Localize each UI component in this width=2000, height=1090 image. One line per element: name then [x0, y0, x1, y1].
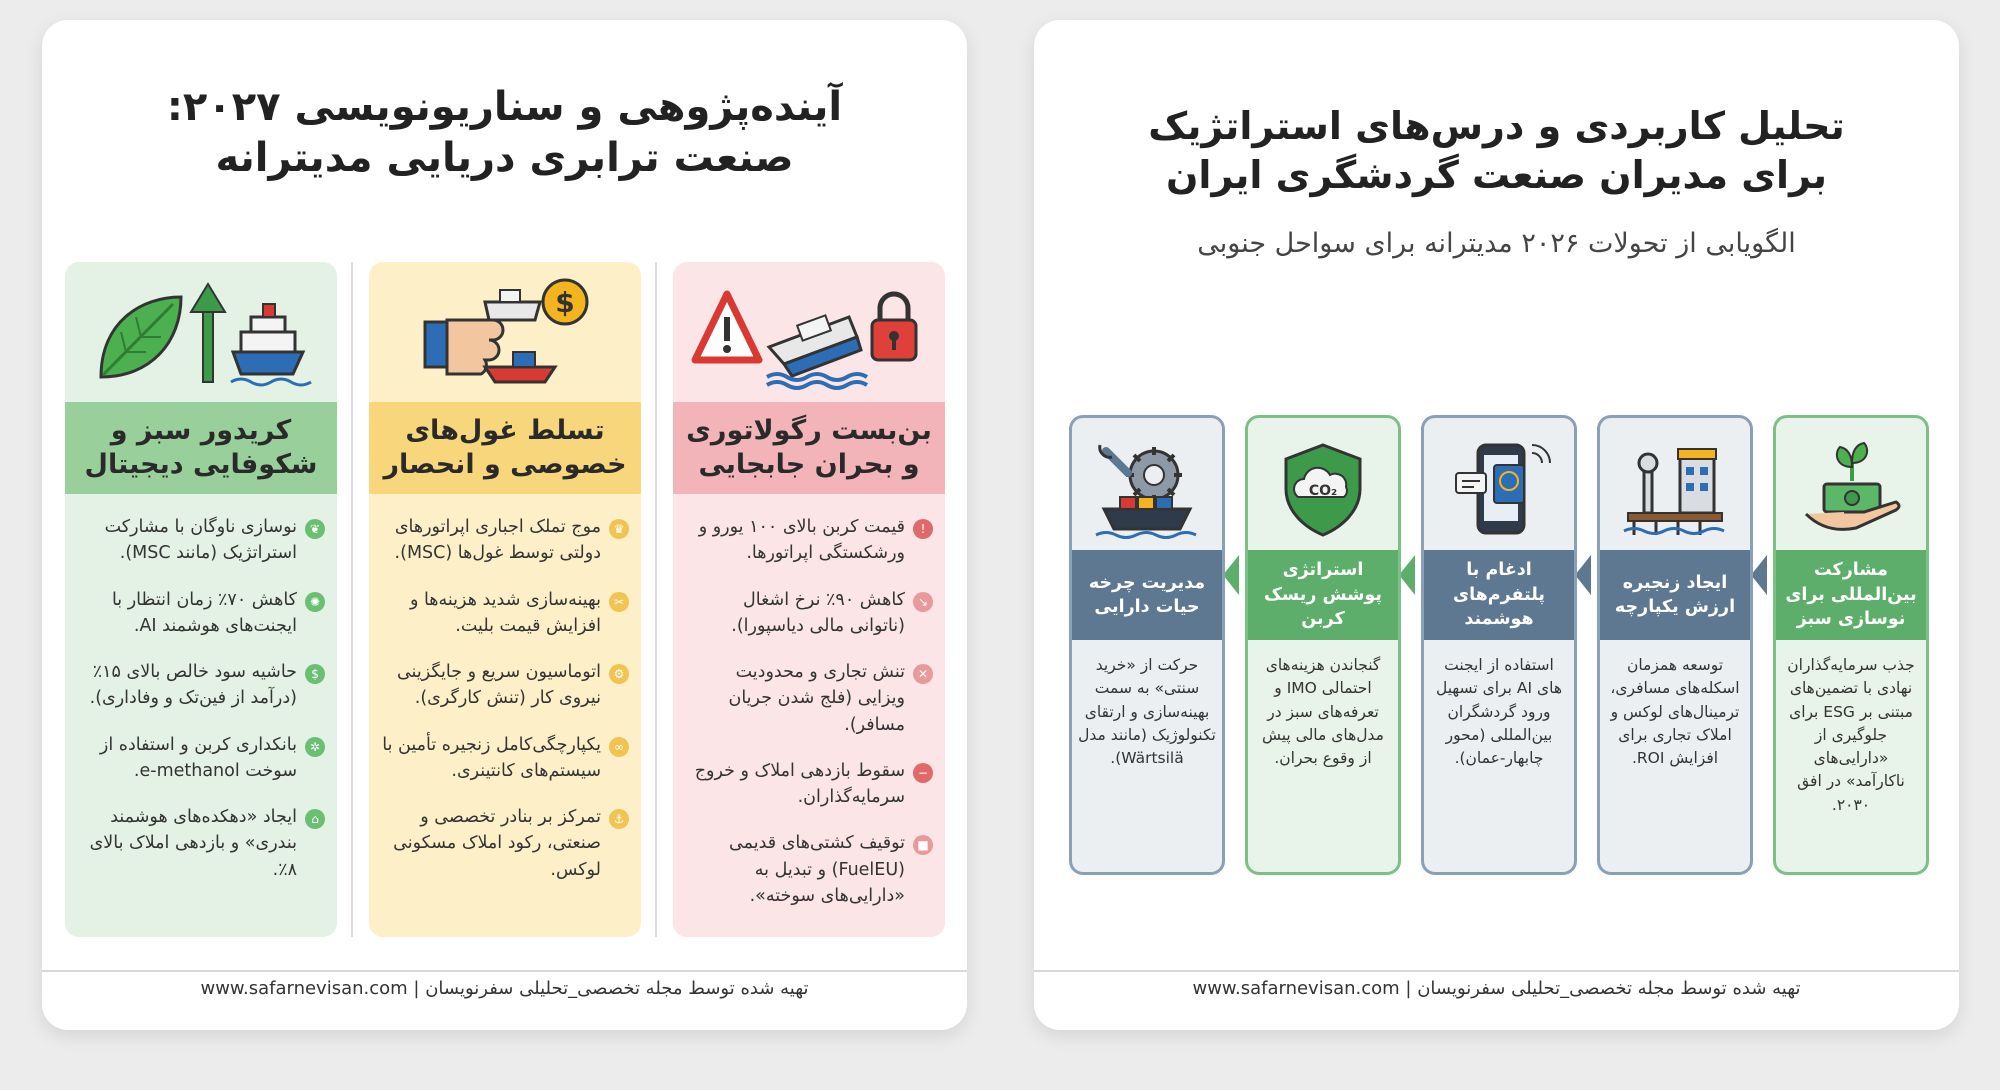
list-item: ❦ نوسازی ناوگان با مشارکت استراتژیک (مانند MSC). — [77, 514, 327, 567]
scenario-header-line1: بن‌بست رگولاتوری — [686, 415, 932, 447]
step-green-carbon-hedge — [1245, 415, 1401, 875]
list-item: ⌂ ایجاد «دهکده‌های هوشمند بندری» و بازدهی املاک بالای ۸٪. — [77, 804, 327, 883]
list-item: ✂ بهینه‌سازی شدید هزینه‌ها و افزایش قیمت بلیت. — [381, 587, 631, 640]
carbon-bullet-icon: ✲ — [305, 737, 325, 757]
scenario-list-green-corridor — [77, 514, 327, 903]
scenario-header-green-corridor — [65, 402, 337, 494]
lessons-card — [1034, 20, 1959, 1030]
leaf-bullet-icon: ❦ — [305, 519, 325, 539]
gear-bullet-icon: ⚙ — [609, 664, 629, 684]
list-item: − سقوط بازدهی املاک و خروج سرمایه‌گذاران. — [685, 758, 935, 811]
step-description: گنجاندن هزینه‌های احتمالی IMO و تعرفه‌های سبز در مدل‌های مالی پیش از وقوع بحران. — [1261, 656, 1384, 767]
money-plant-hand-icon — [1776, 430, 1926, 548]
warning-icon — [695, 294, 759, 360]
list-item: ∞ یکپارچگی‌کامل زنجیره تأمین با سیستم‌های کانتینری. — [381, 732, 631, 785]
lessons-footer — [1034, 950, 1959, 1030]
scenario-header-line1: تسلط غول‌های — [405, 415, 605, 447]
lessons-title-line2: برای مدیران صنعت گردشگری ایران — [1166, 152, 1827, 197]
scenario-icons-deadlock — [673, 272, 945, 402]
scenario-icons-green-corridor — [65, 272, 337, 402]
scenario-column-green-corridor — [65, 262, 337, 937]
lessons-title — [1074, 102, 1919, 199]
scenario-header-line2: خصوصی و انحصار — [383, 449, 627, 480]
scenario-header-monopoly — [369, 402, 641, 494]
scenario-title — [82, 82, 927, 184]
scenario-title-line1: آینده‌پژوهی و سناریونویسی ۲۰۲۷: — [166, 84, 843, 130]
list-item: ↘ کاهش ۹۰٪ نرخ اشغال (ناتوانی مالی دیاسپورا). — [685, 587, 935, 640]
scenario-header-deadlock — [673, 402, 945, 494]
lock-bullet-icon: ■ — [913, 835, 933, 855]
phone-passport-icon — [1424, 430, 1574, 548]
ai-bullet-icon: ✺ — [305, 592, 325, 612]
list-item: ■ توقیف کشتی‌های قدیمی (FuelEU) و تبدیل به «دارایی‌های سوخته». — [685, 830, 935, 909]
step-description: جذب سرمایه‌گذاران نهادی با تضمین‌های مبتنی بر ESG برای جلوگیری از «دارایی‌های ناکارآمد» در افق ۲۰۳۰. — [1787, 656, 1915, 814]
hand-gripping-ship-icon — [425, 290, 555, 382]
list-item: ✺ کاهش ۷۰٪ زمان انتظار با ایجنت‌های هوشمند AI. — [77, 587, 327, 640]
step-description: استفاده از ایجنت‌ های AI برای تسهیل ورود گردشگران بین‌المللی (محور چابهار-عمان). — [1435, 656, 1563, 767]
leaf-icon — [101, 297, 181, 377]
port-bullet-icon: ⚓ — [609, 809, 629, 829]
step-title: مدیریت چرخه حیات دارایی — [1072, 550, 1222, 640]
scenario-icons-monopoly — [369, 272, 641, 402]
footer-divider — [1034, 970, 1959, 972]
footer-divider — [42, 970, 967, 972]
down-trend-bullet-icon: ↘ — [913, 592, 933, 612]
list-item: ! قیمت کربن بالای ۱۰۰ یورو و ورشکستگی اپراتورها. — [685, 514, 935, 567]
column-divider — [351, 262, 353, 937]
scenario-footer — [42, 950, 967, 1030]
scenario-column-deadlock — [673, 262, 945, 937]
conflict-bullet-icon: ✕ — [913, 664, 933, 684]
alert-bullet-icon: ! — [913, 519, 933, 539]
scenario-title-line2: صنعت ترابری دریایی مدیترانه — [215, 135, 794, 182]
step-title: ایجاد زنجیره ارزش یکپارچه — [1600, 550, 1750, 640]
port-hotel-icon — [1600, 430, 1750, 548]
step-description: حرکت از «خرید سنتی» به سمت بهینه‌سازی و ارتقای تکنولوژیک (مانند مدل Wärtsilä). — [1078, 656, 1216, 767]
step-description: توسعه همزمان اسکله‌های مسافری، ترمینال‌های لوکس و املاک تجاری برای افزایش ROI. — [1610, 656, 1740, 767]
lessons-title-line1: تحلیل کاربردی و درس‌های استراتژیک — [1148, 104, 1845, 148]
crown-bullet-icon: ♛ — [609, 519, 629, 539]
smart-village-bullet-icon: ⌂ — [305, 809, 325, 829]
ship-gear-wrench-icon — [1072, 430, 1222, 548]
list-item: ⚙ اتوماسیون سریع و جایگزینی نیروی کار (تنش کارگری). — [381, 659, 631, 712]
minus-bullet-icon: − — [913, 763, 933, 783]
list-item: ✕ تنش تجاری و محدودیت ویزایی (فلج شدن جریان مسافر). — [685, 659, 935, 738]
sinking-ship-icon — [767, 315, 867, 388]
lessons-flow — [1064, 415, 1929, 880]
scenario-list-deadlock — [685, 514, 935, 929]
step-title: ادغام با پلتفرم‌های هوشمند — [1424, 550, 1574, 640]
column-divider — [655, 262, 657, 937]
step-title: استراتژی پوشش ریسک کربن — [1248, 550, 1398, 640]
svg-text:CO₂: CO₂ — [1308, 483, 1338, 499]
list-item: ⚓ تمرکز بر بنادر تخصصی و صنعتی، رکود املاک مسکونی لوکس. — [381, 804, 631, 883]
cruise-ship-icon — [231, 304, 311, 385]
lessons-subtitle: الگویابی از تحولات ۲۰۲۶ مدیترانه برای سواحل جنوبی — [1197, 228, 1796, 259]
list-item: ♛ موج تملک اجباری اپراتورهای دولتی توسط غول‌ها (MSC). — [381, 514, 631, 567]
scenario-header-line2: شکوفایی دیجیتال — [84, 449, 318, 480]
footer-credit: تهیه شده توسط مجله تخصصی_تحلیلی سفرنویسان | www.safarnevisan.com — [1192, 978, 1801, 999]
footer-credit: تهیه شده توسط مجله تخصصی_تحلیلی سفرنویسان | www.safarnevisan.com — [200, 978, 809, 999]
step-green-partnership — [1773, 415, 1929, 875]
list-item: ✲ بانکداری کربن و استفاده از سوخت e-methanol. — [77, 732, 327, 785]
co2-shield-icon — [1248, 430, 1398, 548]
scenario-column-monopoly — [369, 262, 641, 937]
profit-bullet-icon: $ — [305, 664, 325, 684]
scenario-header-line1: کریدور سبز و — [110, 415, 292, 447]
svg-text:$: $ — [555, 286, 575, 319]
scenario-list-monopoly — [381, 514, 631, 903]
ticket-bullet-icon: ✂ — [609, 592, 629, 612]
scenario-card — [42, 20, 967, 1030]
padlock-icon — [872, 294, 916, 360]
step-title: مشارکت بین‌المللی برای نوسازی سبز — [1776, 550, 1926, 640]
list-item: $ حاشیه سود خالص بالای ۱۵٪ (درآمد از فین‌تک و وفاداری). — [77, 659, 327, 712]
step-blue-value-chain — [1597, 415, 1753, 875]
step-blue-smart-platforms — [1421, 415, 1577, 875]
dollar-coin-icon — [543, 280, 587, 324]
up-arrow-icon — [191, 284, 225, 382]
scenario-header-line2: و بحران جابجایی — [698, 449, 920, 480]
scenario-columns — [64, 262, 945, 957]
step-blue-asset-lifecycle — [1069, 415, 1225, 875]
chain-bullet-icon: ∞ — [609, 737, 629, 757]
